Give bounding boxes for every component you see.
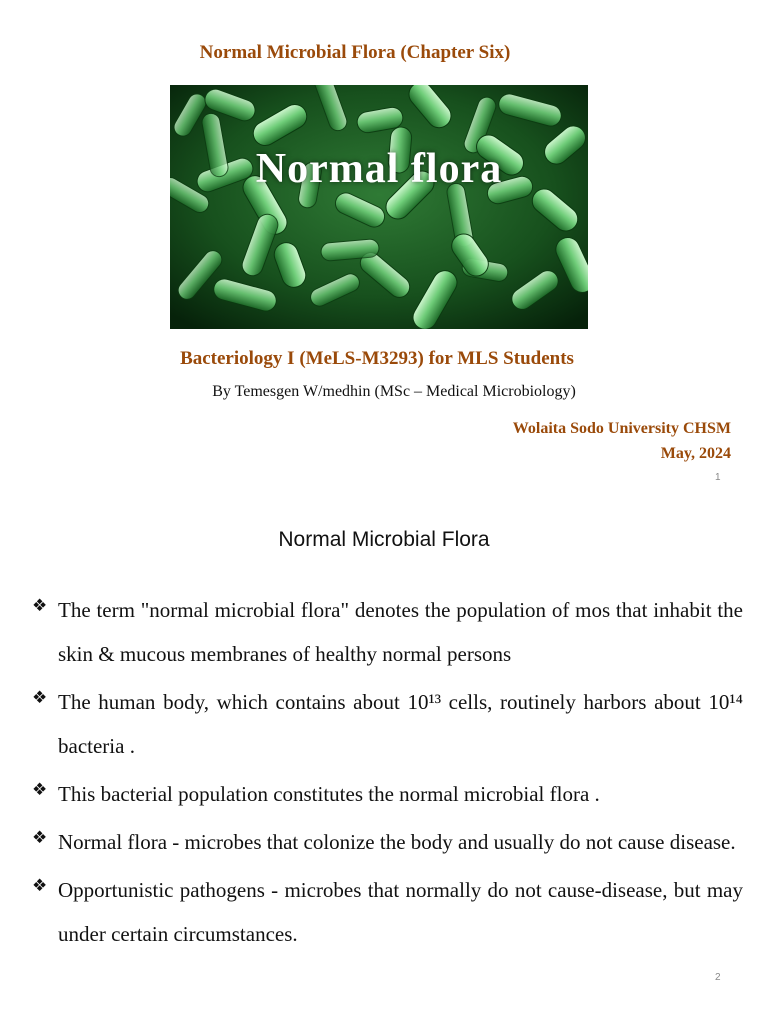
list-item	[32, 680, 743, 768]
diamond-bullet-icon: ❖	[32, 780, 48, 799]
author-line: By Temesgen W/medhin (MSc – Medical Microbiology)	[212, 383, 576, 400]
slide-1	[0, 0, 768, 500]
bullet-text: The human body, which contains about 10¹³ cells, routinely harbors about 10¹⁴ bacteria .	[58, 690, 743, 758]
page-number: 1	[715, 472, 721, 483]
slide-2	[0, 500, 768, 1024]
course-title: Bacteriology I (MeLS-M3293) for MLS Students	[180, 348, 574, 369]
bullet-text: The term "normal microbial flora" denotes the population of mos that inhabit the skin & mucous membranes of healthy normal persons	[58, 598, 743, 666]
slide-title: Normal Microbial Flora	[278, 528, 490, 551]
image-caption: Normal flora	[255, 146, 503, 192]
date: May, 2024	[660, 445, 731, 462]
diamond-bullet-icon: ❖	[32, 688, 48, 707]
diamond-bullet-icon: ❖	[32, 876, 48, 895]
bullet-list	[32, 588, 743, 960]
bacteria-illustration	[170, 85, 588, 329]
list-item	[32, 772, 743, 816]
diamond-bullet-icon: ❖	[32, 596, 48, 615]
page-number: 2	[715, 972, 721, 983]
bullet-text: Opportunistic pathogens - microbes that normally do not cause-disease, but may under certain circumstances.	[58, 878, 743, 946]
list-item	[32, 820, 743, 864]
institution-block	[513, 416, 731, 466]
diamond-bullet-icon: ❖	[32, 828, 48, 847]
bullet-text: Normal flora - microbes that colonize the body and usually do not cause disease.	[58, 830, 736, 854]
list-item	[32, 868, 743, 956]
list-item	[32, 588, 743, 676]
university-name: Wolaita Sodo University CHSM	[512, 420, 731, 437]
normal-flora-image	[170, 85, 588, 329]
bullet-text: This bacterial population constitutes the normal microbial flora .	[58, 782, 600, 806]
slide-title: Normal Microbial Flora (Chapter Six)	[199, 42, 511, 63]
